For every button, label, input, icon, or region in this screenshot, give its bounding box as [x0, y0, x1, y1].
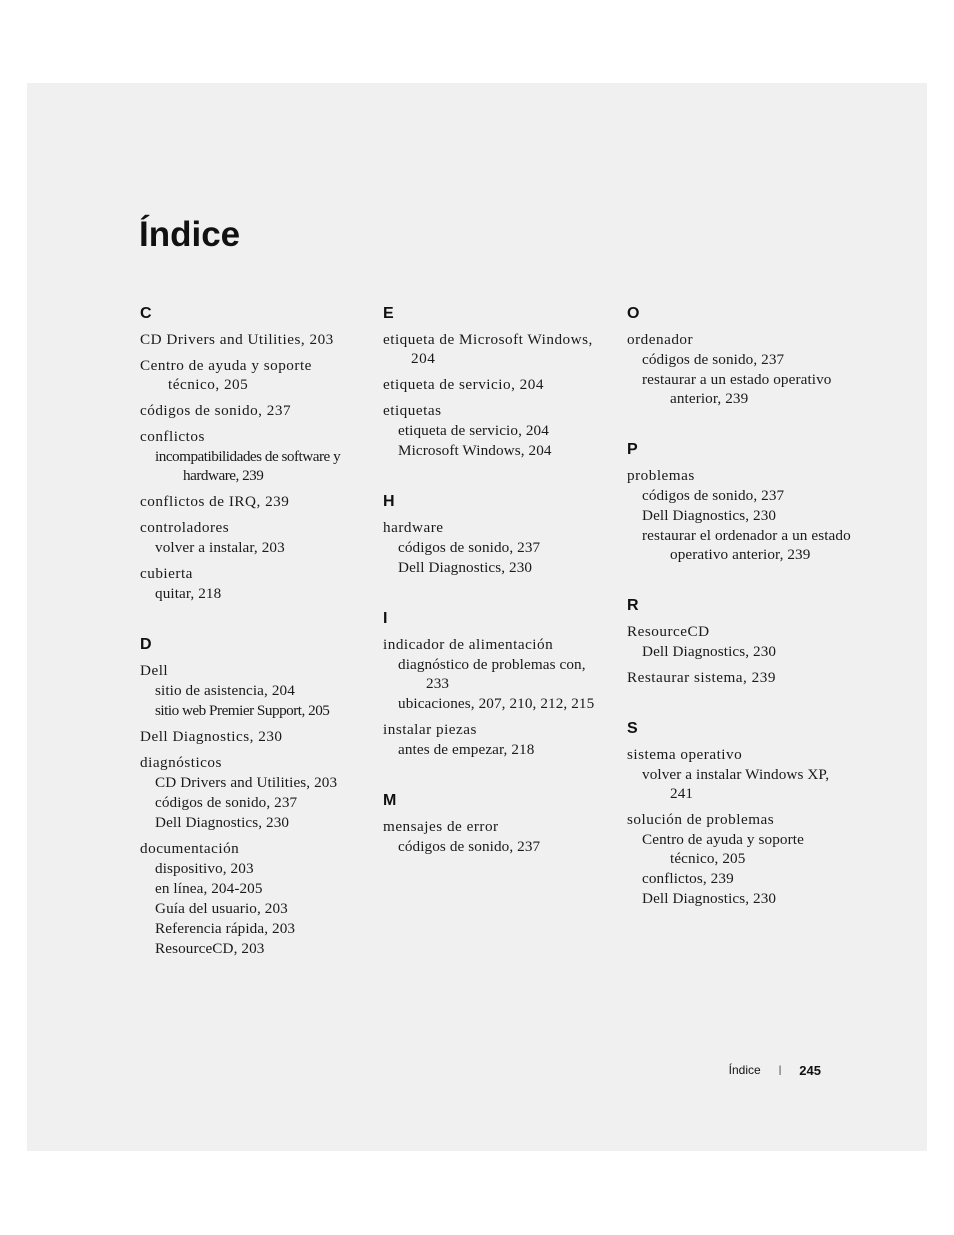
- index-entry: [383, 401, 608, 460]
- index-entry: [140, 427, 365, 485]
- index-subentry: en línea, 204-205: [155, 880, 263, 897]
- index-section: [140, 633, 365, 958]
- index-entry: [140, 727, 365, 746]
- index-column-1: [140, 302, 365, 965]
- section-letter: H: [383, 493, 395, 510]
- index-term: ordenador: [627, 331, 694, 348]
- index-entry: [140, 492, 365, 511]
- index-entry: [627, 810, 852, 908]
- index-subentry: Dell Diagnostics, 230: [155, 814, 290, 831]
- index-subentry: Dell Diagnostics, 230: [398, 559, 533, 576]
- section-letter: C: [140, 305, 152, 322]
- index-subentry: Referencia rápida, 203: [155, 920, 296, 937]
- page-footer: [600, 1060, 821, 1080]
- index-term: ResourceCD: [627, 623, 710, 640]
- index-subentry: antes de empezar, 218: [398, 741, 535, 758]
- index-subentry: quitar, 218: [155, 585, 222, 602]
- index-section: [383, 607, 608, 759]
- index-term: diagnósticos: [140, 754, 222, 771]
- index-entry: [383, 518, 608, 577]
- index-term: controladores: [140, 519, 230, 536]
- index-entry: [140, 564, 365, 603]
- index-subentry: códigos de sonido, 237: [642, 351, 785, 368]
- index-section: [383, 302, 608, 460]
- section-letter: I: [383, 610, 388, 627]
- index-term: CD Drivers and Utilities, 203: [140, 331, 334, 348]
- index-term: indicador de alimentación: [383, 636, 554, 653]
- index-entry: [140, 839, 365, 958]
- index-subentry: Dell Diagnostics, 230: [642, 643, 777, 660]
- page-number: 245: [799, 1062, 821, 1078]
- index-term: hardware: [383, 519, 444, 536]
- index-subentry: volver a instalar, 203: [155, 539, 285, 556]
- index-term: códigos de sonido, 237: [140, 402, 292, 419]
- section-letter: S: [627, 720, 638, 737]
- index-term: Dell: [140, 662, 169, 679]
- index-section: [627, 717, 852, 908]
- index-term: conflictos de IRQ, 239: [140, 493, 290, 510]
- index-subentry: restaurar a un estado operativo anterior, 239: [642, 371, 832, 407]
- index-entry: [627, 745, 852, 803]
- index-entry: [627, 668, 852, 687]
- index-subentry: CD Drivers and Utilities, 203: [155, 774, 338, 791]
- index-subentry: incompatibilidades de software y hardware, 239: [155, 448, 341, 484]
- index-subentry: códigos de sonido, 237: [642, 487, 785, 504]
- index-entry: [140, 330, 365, 349]
- index-subentry: códigos de sonido, 237: [398, 539, 541, 556]
- footer-label: Índice: [728, 1063, 761, 1077]
- index-subentry: códigos de sonido, 237: [155, 794, 298, 811]
- index-section: [627, 438, 852, 564]
- index-term: mensajes de error: [383, 818, 499, 835]
- index-subentry: Microsoft Windows, 204: [398, 442, 552, 459]
- index-entry: [627, 330, 852, 408]
- index-subentry: códigos de sonido, 237: [398, 838, 541, 855]
- index-subentry: etiqueta de servicio, 204: [398, 422, 549, 439]
- index-entry: [383, 635, 608, 713]
- index-term: Restaurar sistema, 239: [627, 669, 776, 686]
- index-column-3: [627, 302, 852, 915]
- page-title: Índice: [139, 215, 241, 254]
- section-letter: D: [140, 636, 152, 653]
- section-letter: R: [627, 597, 639, 614]
- index-term: problemas: [627, 467, 695, 484]
- index-subentry: volver a instalar Windows XP, 241: [642, 766, 830, 802]
- index-term: etiqueta de Microsoft Windows, 204: [383, 331, 593, 367]
- index-subentry: restaurar el ordenador a un estado operativo anterior, 239: [642, 527, 851, 563]
- index-subentry: sitio web Premier Support, 205: [155, 702, 330, 719]
- index-subentry: diagnóstico de problemas con, 233: [398, 656, 586, 692]
- index-column-2: [383, 302, 608, 863]
- index-section: [383, 490, 608, 577]
- index-subentry: dispositivo, 203: [155, 860, 254, 877]
- index-term: etiquetas: [383, 402, 442, 419]
- index-term: cubierta: [140, 565, 193, 582]
- index-entry: [383, 817, 608, 856]
- index-entry: [140, 661, 365, 720]
- index-entry: [140, 401, 365, 420]
- index-subentry: ResourceCD, 203: [155, 940, 265, 957]
- index-term: conflictos: [140, 428, 205, 445]
- index-term: sistema operativo: [627, 746, 743, 763]
- index-section: [140, 302, 365, 603]
- footer-separator: |: [778, 1064, 782, 1076]
- index-term: solución de problemas: [627, 811, 775, 828]
- section-letter: M: [383, 792, 397, 809]
- index-subentry: Dell Diagnostics, 230: [642, 890, 777, 907]
- section-letter: P: [627, 441, 638, 458]
- index-section: [627, 594, 852, 687]
- index-subentry: Guía del usuario, 203: [155, 900, 288, 917]
- index-term: Dell Diagnostics, 230: [140, 728, 283, 745]
- index-entry: [140, 753, 365, 832]
- index-entry: [140, 356, 365, 394]
- index-entry: [627, 622, 852, 661]
- index-term: instalar piezas: [383, 721, 477, 738]
- index-subentry: Dell Diagnostics, 230: [642, 507, 777, 524]
- section-letter: E: [383, 305, 394, 322]
- index-term: Centro de ayuda y soporte técnico, 205: [140, 357, 312, 393]
- index-entry: [383, 375, 608, 394]
- section-letter: O: [627, 305, 640, 322]
- index-section: [383, 789, 608, 856]
- index-section: [627, 302, 852, 408]
- index-subentry: conflictos, 239: [642, 870, 734, 887]
- index-subentry: sitio de asistencia, 204: [155, 682, 295, 699]
- index-entry: [140, 518, 365, 557]
- index-subentry: ubicaciones, 207, 210, 212, 215: [398, 695, 595, 712]
- index-term: etiqueta de servicio, 204: [383, 376, 544, 393]
- index-subentry: Centro de ayuda y soporte técnico, 205: [642, 831, 804, 867]
- index-entry: [383, 330, 608, 368]
- index-entry: [627, 466, 852, 564]
- index-term: documentación: [140, 840, 240, 857]
- index-entry: [383, 720, 608, 759]
